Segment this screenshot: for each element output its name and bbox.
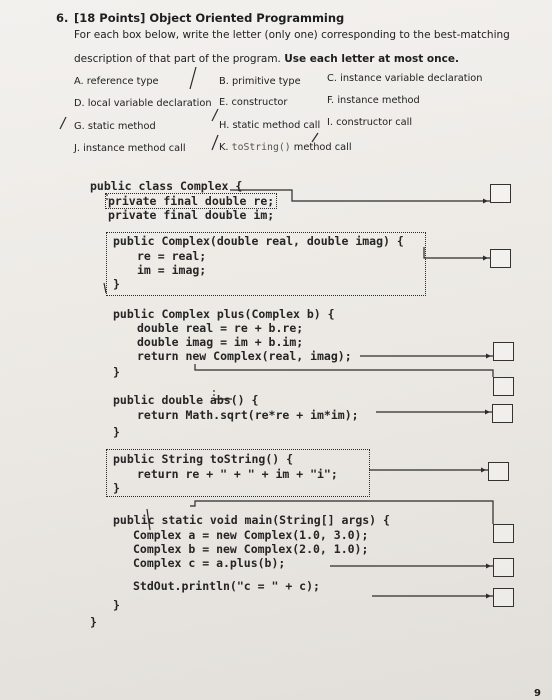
code-line-18: }	[113, 481, 120, 495]
option-letter: H.	[219, 120, 230, 131]
code-line-24: }	[113, 598, 120, 612]
option-letter: F.	[327, 95, 335, 106]
answer-box-6[interactable]	[488, 462, 509, 481]
option-letter: K.	[219, 142, 229, 153]
code-line-3: private final double im;	[108, 208, 275, 222]
code-line-23: StdOut.println("c = " + c);	[133, 579, 320, 593]
code-line-22: Complex c = a.plus(b);	[133, 556, 286, 570]
option-letter: J.	[74, 143, 81, 154]
option-text: local variable declaration	[87, 98, 212, 109]
code-line-17: return re + " + " + im + "i";	[137, 467, 338, 481]
option-text: static method call	[232, 120, 321, 131]
code-line-19: public static void main(String[] args) {	[113, 513, 390, 527]
instructions-bold: Use each letter at most once.	[284, 53, 459, 65]
option-code: toString()	[231, 142, 291, 153]
option-text: constructor call	[336, 117, 413, 128]
code-line-20: Complex a = new Complex(1.0, 3.0);	[133, 528, 369, 542]
code-line-10: double imag = im + b.im;	[137, 335, 304, 349]
code-line-7: }	[113, 277, 120, 291]
instructions-text: description of that part of the program.	[74, 53, 281, 65]
code-line-21: Complex b = new Complex(2.0, 1.0);	[133, 542, 369, 556]
option-letter: I.	[327, 117, 334, 128]
option-letter: D.	[74, 98, 85, 109]
option-letter: C.	[327, 73, 337, 84]
answer-box-1[interactable]	[490, 184, 511, 203]
code-line-2: private final double re;	[105, 193, 277, 209]
code-line-9: double real = re + b.re;	[137, 321, 304, 335]
option-text: method call	[293, 142, 352, 153]
code-line-15: }	[113, 425, 120, 439]
code-line-12: }	[113, 365, 120, 379]
code-line-8: public Complex plus(Complex b) {	[113, 307, 335, 321]
option-letter: B.	[219, 76, 229, 87]
answer-box-8[interactable]	[493, 558, 514, 577]
option-text: reference type	[86, 76, 159, 87]
option-text: instance variable declaration	[340, 73, 483, 84]
code-line-11: return new Complex(real, imag);	[137, 349, 352, 363]
instructions-line-1: For each box below, write the letter (only one) corresponding to the best-matching	[74, 29, 510, 41]
code-line-16: public String toString() {	[113, 452, 294, 466]
code-line-25: }	[90, 615, 97, 629]
code-line-6: im = imag;	[137, 263, 207, 277]
option-text: constructor	[231, 97, 288, 108]
answer-box-5[interactable]	[492, 404, 513, 423]
question-number: 6.	[56, 11, 69, 25]
answer-box-9[interactable]	[493, 588, 514, 607]
answer-box-7[interactable]	[493, 524, 514, 543]
option-text: static method	[87, 121, 156, 132]
question-title: [18 Points] Object Oriented Programming	[74, 11, 345, 25]
code-line-13: public double abs() {	[113, 393, 259, 407]
code-line-14: return Math.sqrt(re*re + im*im);	[137, 408, 359, 422]
option-letter: G.	[74, 121, 85, 132]
option-text: instance method call	[83, 143, 186, 154]
code-line-1: public class Complex {	[90, 179, 243, 193]
answer-box-3[interactable]	[493, 342, 514, 361]
answer-box-4[interactable]	[493, 377, 514, 396]
option-text: primitive type	[231, 76, 301, 87]
option-letter: A.	[74, 76, 84, 87]
code-line-5: re = real;	[137, 249, 207, 263]
page-number: 9	[534, 688, 541, 699]
option-letter: E.	[219, 97, 229, 108]
code-line-4: public Complex(double real, double imag) {	[113, 234, 404, 248]
answer-box-2[interactable]	[490, 249, 511, 268]
option-text: instance method	[337, 95, 420, 106]
